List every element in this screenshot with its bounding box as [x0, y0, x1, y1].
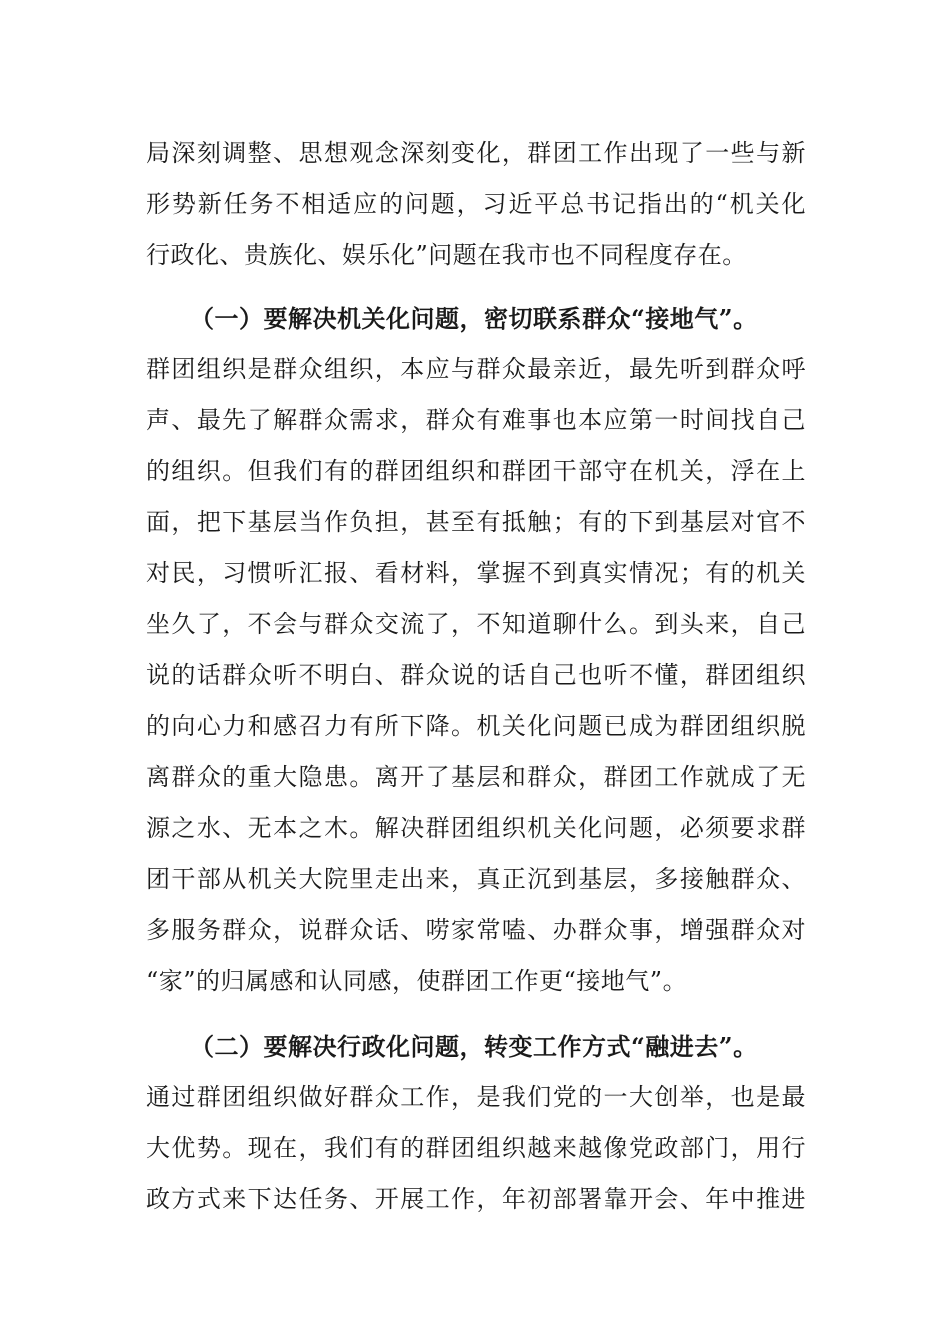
section-one	[146, 293, 806, 1007]
section-heading: （一）要解决机关化问题，密切联系群众“接地气”。	[190, 304, 758, 333]
text-line: 团干部从机关大院里走出来，真正沉到基层，多接触群众、	[146, 865, 806, 893]
text-line: 的组织。但我们有的群团组织和群团干部守在机关，浮在上	[146, 457, 806, 485]
text-line: 政方式来下达任务、开展工作，年初部署靠开会、年中推进	[146, 1185, 806, 1213]
section-heading: （二）要解决行政化问题，转变工作方式“融进去”。	[190, 1032, 758, 1061]
text-line: 群团组织是群众组织，本应与群众最亲近，最先听到群众呼	[146, 355, 806, 383]
text-line: “家”的归属感和认同感，使群团工作更“接地气”。	[146, 967, 688, 995]
intro-paragraph	[146, 128, 806, 281]
text-line: 行政化、贵族化、娱乐化”问题在我市也不同程度存在。	[146, 241, 747, 269]
section-two	[146, 1021, 806, 1225]
document-body	[146, 128, 806, 1225]
text-line: 对民，习惯听汇报、看材料，掌握不到真实情况；有的机关	[146, 559, 806, 587]
text-line: 局深刻调整、思想观念深刻变化，群团工作出现了一些与新	[146, 139, 806, 167]
text-line: 通过群团组织做好群众工作，是我们党的一大创举，也是最	[146, 1083, 806, 1111]
text-line: 大优势。现在，我们有的群团组织越来越像党政部门，用行	[146, 1134, 806, 1162]
text-line: 面，把下基层当作负担，甚至有抵触；有的下到基层对官不	[146, 508, 806, 536]
text-line: 说的话群众听不明白、群众说的话自己也听不懂，群团组织	[146, 661, 806, 689]
text-line: 多服务群众，说群众话、唠家常嗑、办群众事，增强群众对	[146, 916, 806, 944]
text-line: 形势新任务不相适应的问题，习近平总书记指出的“机关化	[146, 190, 806, 218]
text-line: 源之水、无本之木。解决群团组织机关化问题，必须要求群	[146, 814, 806, 842]
text-line: 的向心力和感召力有所下降。机关化问题已成为群团组织脱	[146, 712, 806, 740]
text-line: 坐久了，不会与群众交流了，不知道聊什么。到头来，自己	[146, 610, 806, 638]
text-line: 离群众的重大隐患。离开了基层和群众，群团工作就成了无	[146, 763, 806, 791]
text-line: 声、最先了解群众需求，群众有难事也本应第一时间找自己	[146, 406, 806, 434]
